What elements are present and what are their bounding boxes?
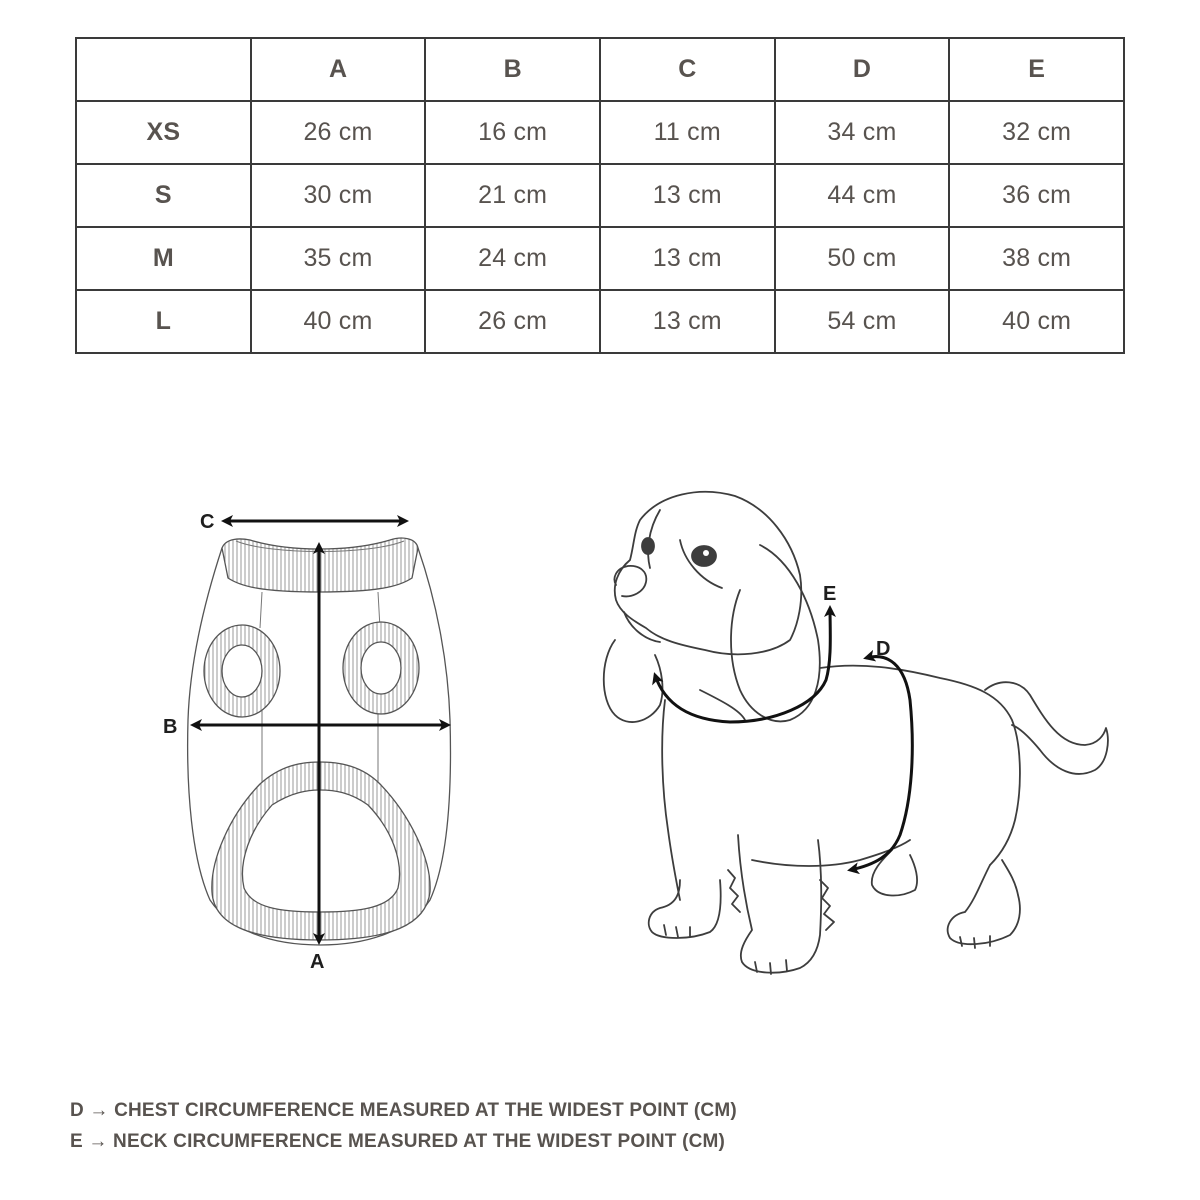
table-cell: 34 cm (775, 101, 950, 164)
row-size-label: S (76, 164, 251, 227)
table-cell: 32 cm (949, 101, 1124, 164)
label-c: C (200, 511, 215, 533)
column-header-c: C (600, 38, 775, 101)
dog-body (662, 666, 1020, 900)
row-size-label: L (76, 290, 251, 353)
column-header-d: D (775, 38, 950, 101)
row-size-label: M (76, 227, 251, 290)
dog-drawing (604, 492, 1108, 974)
table-cell: 40 cm (949, 290, 1124, 353)
table-cell: 38 cm (949, 227, 1124, 290)
table-cell: 11 cm (600, 101, 775, 164)
measurement-legend (70, 1095, 737, 1157)
column-header-a: A (251, 38, 426, 101)
dog-head (615, 492, 802, 654)
dog-back-leg-right (948, 860, 1020, 944)
table-cell: 26 cm (251, 101, 426, 164)
dog-right-ear (731, 545, 820, 721)
table-cell: 21 cm (425, 164, 600, 227)
column-header-b: B (425, 38, 600, 101)
table-cell: 54 cm (775, 290, 950, 353)
table-cell: 30 cm (251, 164, 426, 227)
dog-left-ear (604, 640, 663, 722)
table-cell: 44 cm (775, 164, 950, 227)
label-a: A (310, 951, 325, 973)
table-cell: 36 cm (949, 164, 1124, 227)
table-cell: 26 cm (425, 290, 600, 353)
table-cell: 35 cm (251, 227, 426, 290)
dog-right-eye (692, 546, 716, 566)
table-cell: 16 cm (425, 101, 600, 164)
dog-front-leg-right (738, 835, 821, 973)
legend-chest: D → CHEST CIRCUMFERENCE MEASURED AT THE WIDEST POINT (CM) (70, 1100, 737, 1121)
table-cell: 24 cm (425, 227, 600, 290)
table-cell: 13 cm (600, 290, 775, 353)
label-d: D (876, 638, 891, 660)
dog-tail (985, 682, 1108, 774)
legend-neck: E → NECK CIRCUMFERENCE MEASURED AT THE WIDEST POINT (CM) (70, 1131, 726, 1152)
dog-front-leg-left (649, 880, 721, 938)
dog-left-eye (642, 538, 654, 554)
label-e: E (823, 583, 837, 605)
dog-back-leg-left (872, 850, 917, 895)
measure-d-arrow (850, 657, 912, 870)
measure-e-arrow (655, 608, 830, 722)
table-cell: 50 cm (775, 227, 950, 290)
column-header-e: E (949, 38, 1124, 101)
table-cell: 40 cm (251, 290, 426, 353)
label-b: B (163, 716, 178, 738)
table-cell: 13 cm (600, 227, 775, 290)
row-size-label: XS (76, 101, 251, 164)
table-cell: 13 cm (600, 164, 775, 227)
